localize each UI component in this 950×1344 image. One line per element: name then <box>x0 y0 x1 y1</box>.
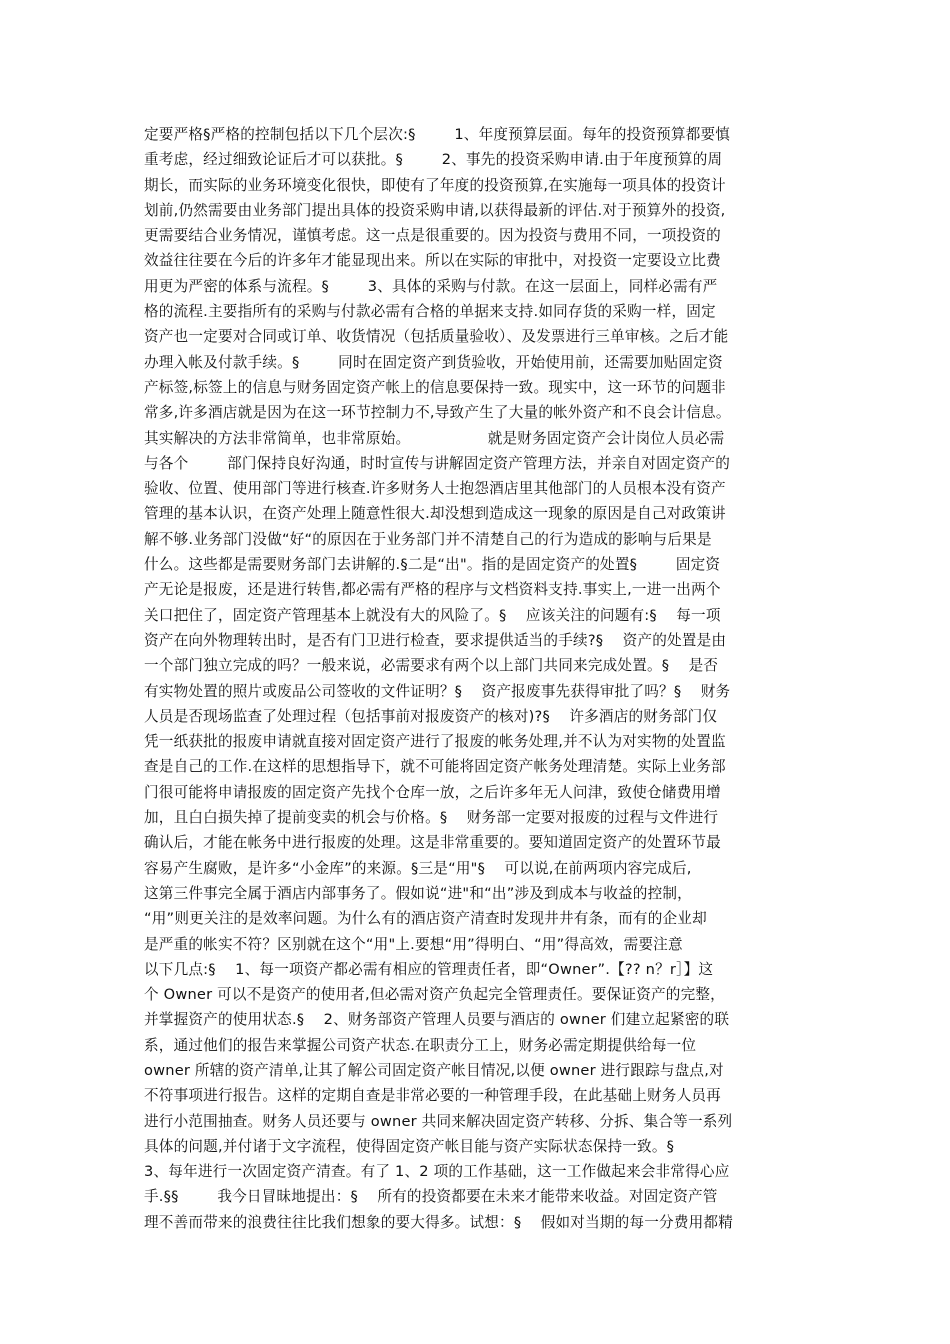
text-line: 用更为严密的体系与流程。§ 3、具体的采购与付款。在这一层面上，同样必需有严 <box>144 277 718 295</box>
text-line: 加，且白白损失掉了提前变卖的机会与价格。§ 财务部一定要对报废的过程与文件进行 <box>144 809 719 827</box>
text-line: 什么。这些都是需要财务部门去讲解的.§二是“出"。指的是固定资产的处置§ 固定资 <box>144 556 721 574</box>
text-line: 并掌握资产的使用状态.§ 2、财务部资产管理人员要与酒店的 owner 们建立起紧密的联 <box>144 1011 730 1029</box>
text-line: 资产在向外物理转出时，是否有门卫进行检查，要求提供适当的手续?§ 资产的处置是由 <box>144 631 727 649</box>
text-line: 常多,许多酒店就是因为在这一环节控制力不,导致产生了大量的帐外资产和不良会计信息。 <box>144 404 731 422</box>
text-line: 期长，而实际的业务环境变化很快，即使有了年度的投资预算,在实施每一项具体的投资计 <box>144 176 726 194</box>
text-line: 办理入帐及付款手续。§ 同时在固定资产到货验收，开始使用前，还需要加贴固定资 <box>144 353 723 371</box>
text-line: 验收、位置、使用部门等进行核查.许多财务人士抱怨酒店里其他部门的人员根本没有资产 <box>144 480 726 498</box>
text-line: 3、每年进行一次固定资产清查。有了 1、2 项的工作基础，这一工作做起来会非常得心应 <box>144 1163 730 1181</box>
text-line: 查是自己的工作.在这样的思想指导下，就不可能将固定资产帐务处理清楚。实际上业务部 <box>144 758 726 776</box>
text-line: 定要严格§严格的控制包括以下几个层次:§ 1、年度预算层面。每年的投资预算都要慎 <box>144 126 731 143</box>
text-line: 格的流程.主要指所有的采购与付款必需有合格的单据来支持.如同存货的采购一样，固定 <box>144 303 716 321</box>
text-line: 具体的问题,并付诸于文字流程，使得固定资产帐目能与资产实际状态保持一致。§ <box>144 1137 675 1155</box>
text-line: 产无论是报废，还是进行转售,都必需有严格的程序与文档资料支持.事实上,一进一出两个 <box>144 581 721 599</box>
text-line: 产标签,标签上的信息与财务固定资产帐上的信息要保持一致。现实中，这一环节的问题非 <box>144 378 726 396</box>
text-line: 关口把住了，固定资产管理基本上就没有大的风险了。§ 应该关注的问题有:§ 每一项 <box>144 606 721 624</box>
text-line: 手.§§ 我今日冒昧地提出：§ 所有的投资都要在未来才能带来收益。对固定资产管 <box>144 1188 718 1206</box>
text-line: 人员是否现场监查了处理过程（包括事前对报废资产的核对)?§ 许多酒店的财务部门仅 <box>144 707 718 725</box>
text-line: 不符事项进行报告。这样的定期自查是非常必要的一种管理手段，在此基础上财务人员再 <box>144 1087 721 1105</box>
text-line: 以下几点:§ 1、每一项资产都必需有相应的管理责任者，即“Owner”.【?? n？r］】这 <box>144 960 714 978</box>
text-line: “用”则更关注的是效率问题。为什么有的酒店资产清查时发现井井有条，而有的企业却 <box>144 910 707 928</box>
text-line: 解不够.业务部门没做“好“的原因在于业务部门并不清楚自己的行为造成的影响与后果是 <box>144 530 712 548</box>
text-line: 这第三件事完全属于酒店内部事务了。假如说“进"和“出”涉及到成本与收益的控制， <box>144 884 692 902</box>
text-line: 是严重的帐实不符？区别就在这个“用"上.要想“用”得明白、“用”得高效，需要注意 <box>144 935 683 953</box>
text-line: 系，通过他们的报告来掌握公司资产状态.在职责分工上，财务必需定期提供给每一位 <box>144 1036 697 1054</box>
text-line: 门很可能将申请报废的固定资产先找个仓库一放，之后许多年无人问津，致使仓储费用增 <box>144 783 721 801</box>
text-line: 一个部门独立完成的吗？一般来说，必需要求有两个以上部门共同来完成处置。§ 是否 <box>144 657 719 675</box>
text-line: 个 Owner 可以不是资产的使用者,但必需对资产负起完全管理责任。要保证资产的完整， <box>144 986 725 1004</box>
text-line: 重考虑，经过细致论证后才可以获批。§ 2、事先的投资采购申请.由于年度预算的周 <box>144 151 723 169</box>
text-line: 更需要结合业务情况，谨慎考虑。这一点是很重要的。因为投资与费用不同，一项投资的 <box>144 227 721 245</box>
text-line: 凭一纸获批的报废申请就直接对固定资产进行了报废的帐务处理,并不认为对实物的处置监 <box>144 733 726 751</box>
text-line: 划前,仍然需要由业务部门提出具体的投资采购申请,以获得最新的评估.对于预算外的投资, <box>144 201 726 219</box>
text-line: 效益往往要在今后的许多年才能显现出来。所以在实际的审批中，对投资一定要设立比费 <box>144 252 721 270</box>
text-line: 有实物处置的照片或废品公司签收的文件证明？§ 资产报废事先获得审批了吗？§ 财务 <box>144 682 731 700</box>
text-line: 理不善而带来的浪费往往比我们想象的要大得多。试想：§ 假如对当期的每一分费用都精 <box>144 1213 734 1231</box>
document-body <box>144 122 814 1235</box>
text-line: 资产也一定要对合同或订单、收货情况（包括质量验收）、及发票进行三单审核。之后才能 <box>144 328 729 346</box>
text-line: 容易产生腐败，是许多“小金库”的来源。§三是“用"§ 可以说,在前两项内容完成后, <box>144 859 692 877</box>
text-line: 其实解决的方法非常简单，也非常原始。 就是财务固定资产会计岗位人员必需 <box>144 429 725 447</box>
text-line: owner 所辖的资产清单,让其了解公司固定资产帐目情况,以便 owner 进行跟踪与盘点,对 <box>144 1061 724 1079</box>
text-line: 管理的基本认识，在资产处理上随意性很大.却没想到造成这一现象的原因是自己对政策讲 <box>144 505 726 523</box>
text-line: 进行小范围抽查。财务人员还要与 owner 共同来解决固定资产转移、分拆、集合等一系列 <box>144 1112 733 1130</box>
text-line: 与各个 部门保持良好沟通，时时宣传与讲解固定资产管理方法，并亲自对固定资产的 <box>144 454 731 472</box>
text-line: 确认后，才能在帐务中进行报废的处理。这是非常重要的。要知道固定资产的处置环节最 <box>144 834 721 852</box>
